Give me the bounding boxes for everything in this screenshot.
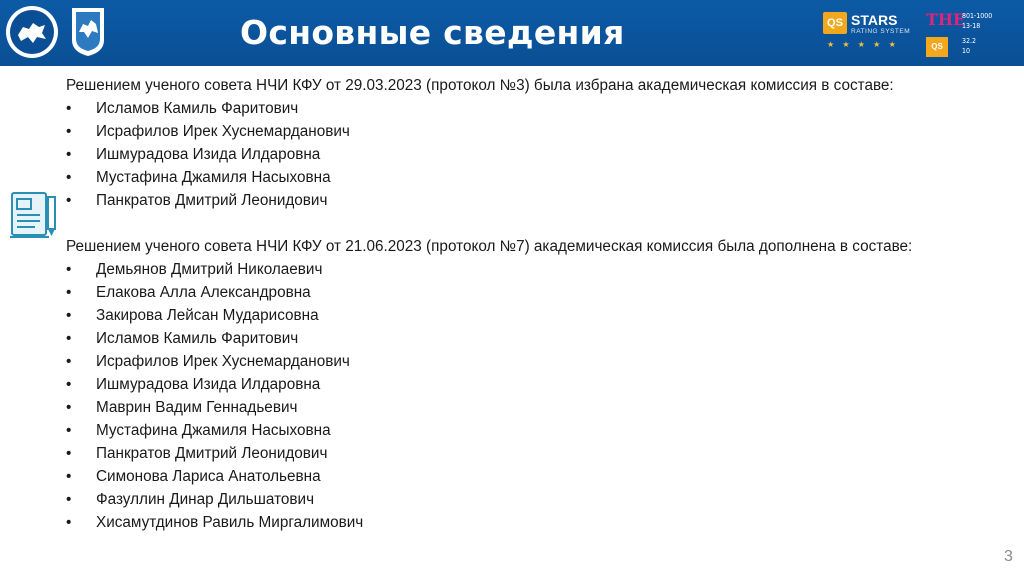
list-item: • Исрафилов Ирек Хуснемарданович: [66, 350, 1016, 373]
main-content: [66, 74, 1016, 534]
leopard-icon: [15, 17, 49, 47]
list-item: • Мустафина Джамиля Насыховна: [66, 166, 1016, 189]
qs-stars-rating-logo: [823, 12, 913, 54]
page-number: 3: [1004, 548, 1013, 565]
list-item: • Елакова Алла Александровна: [66, 281, 1016, 304]
list-item: • Исрафилов Ирек Хуснемарданович: [66, 120, 1016, 143]
the-rank-value: 801-1000: [962, 12, 993, 20]
list-item: • Исламов Камиль Фаритович: [66, 97, 1016, 120]
list-item: • Ишмурадова Изида Илдаровна: [66, 143, 1016, 166]
qs-rank-subvalue: 10: [962, 47, 971, 55]
list-item: • Ишмурадова Изида Илдаровна: [66, 373, 1016, 396]
kfu-university-logo: [6, 6, 58, 58]
section1-member-list: [66, 97, 1016, 212]
page-title: Основные сведения: [240, 13, 625, 52]
section2-intro: Решением ученого совета НЧИ КФУ от 21.06.2023 (протокол №7) академическая комиссия была дополнена в составе:: [66, 238, 913, 255]
section1-intro: Решением ученого совета НЧИ КФУ от 29.03.2023 (протокол №3) была избрана академическая комиссия в составе:: [66, 77, 894, 94]
qs-rating-system-label: RATING SYSTEM: [851, 28, 911, 35]
list-item: • Демьянов Дмитрий Николаевич: [66, 258, 1016, 281]
list-item: • Панкратов Дмитрий Леонидович: [66, 189, 1016, 212]
list-item: • Исламов Камиль Фаритович: [66, 327, 1016, 350]
list-item: • Фазуллин Динар Дильшатович: [66, 488, 1016, 511]
spacer: [66, 212, 1016, 235]
the-rank-subvalue: 13-18: [962, 22, 981, 30]
the-ranking-logo: THE: [926, 10, 966, 29]
section2-member-list: [66, 258, 1016, 534]
qs-badge: QS: [823, 12, 847, 34]
list-item: • Панкратов Дмитрий Леонидович: [66, 442, 1016, 465]
rating-stars: ★ ★ ★ ★ ★: [827, 40, 899, 49]
qs-ranking-logo: QS: [926, 37, 948, 57]
qs-stars-label: STARS: [851, 12, 898, 28]
list-item: • Симонова Лариса Анатольевна: [66, 465, 1016, 488]
institute-shield-logo: [70, 6, 106, 58]
document-pencil-icon: [9, 189, 59, 241]
list-item: • Маврин Вадим Геннадьевич: [66, 396, 1016, 419]
list-item: • Закирова Лейсан Мударисовна: [66, 304, 1016, 327]
header-bar: [0, 0, 1024, 66]
list-item: • Мустафина Джамиля Насыховна: [66, 419, 1016, 442]
qs-rank-value: 32.2: [962, 37, 977, 45]
list-item: • Хисамутдинов Равиль Миргалимович: [66, 511, 1016, 534]
